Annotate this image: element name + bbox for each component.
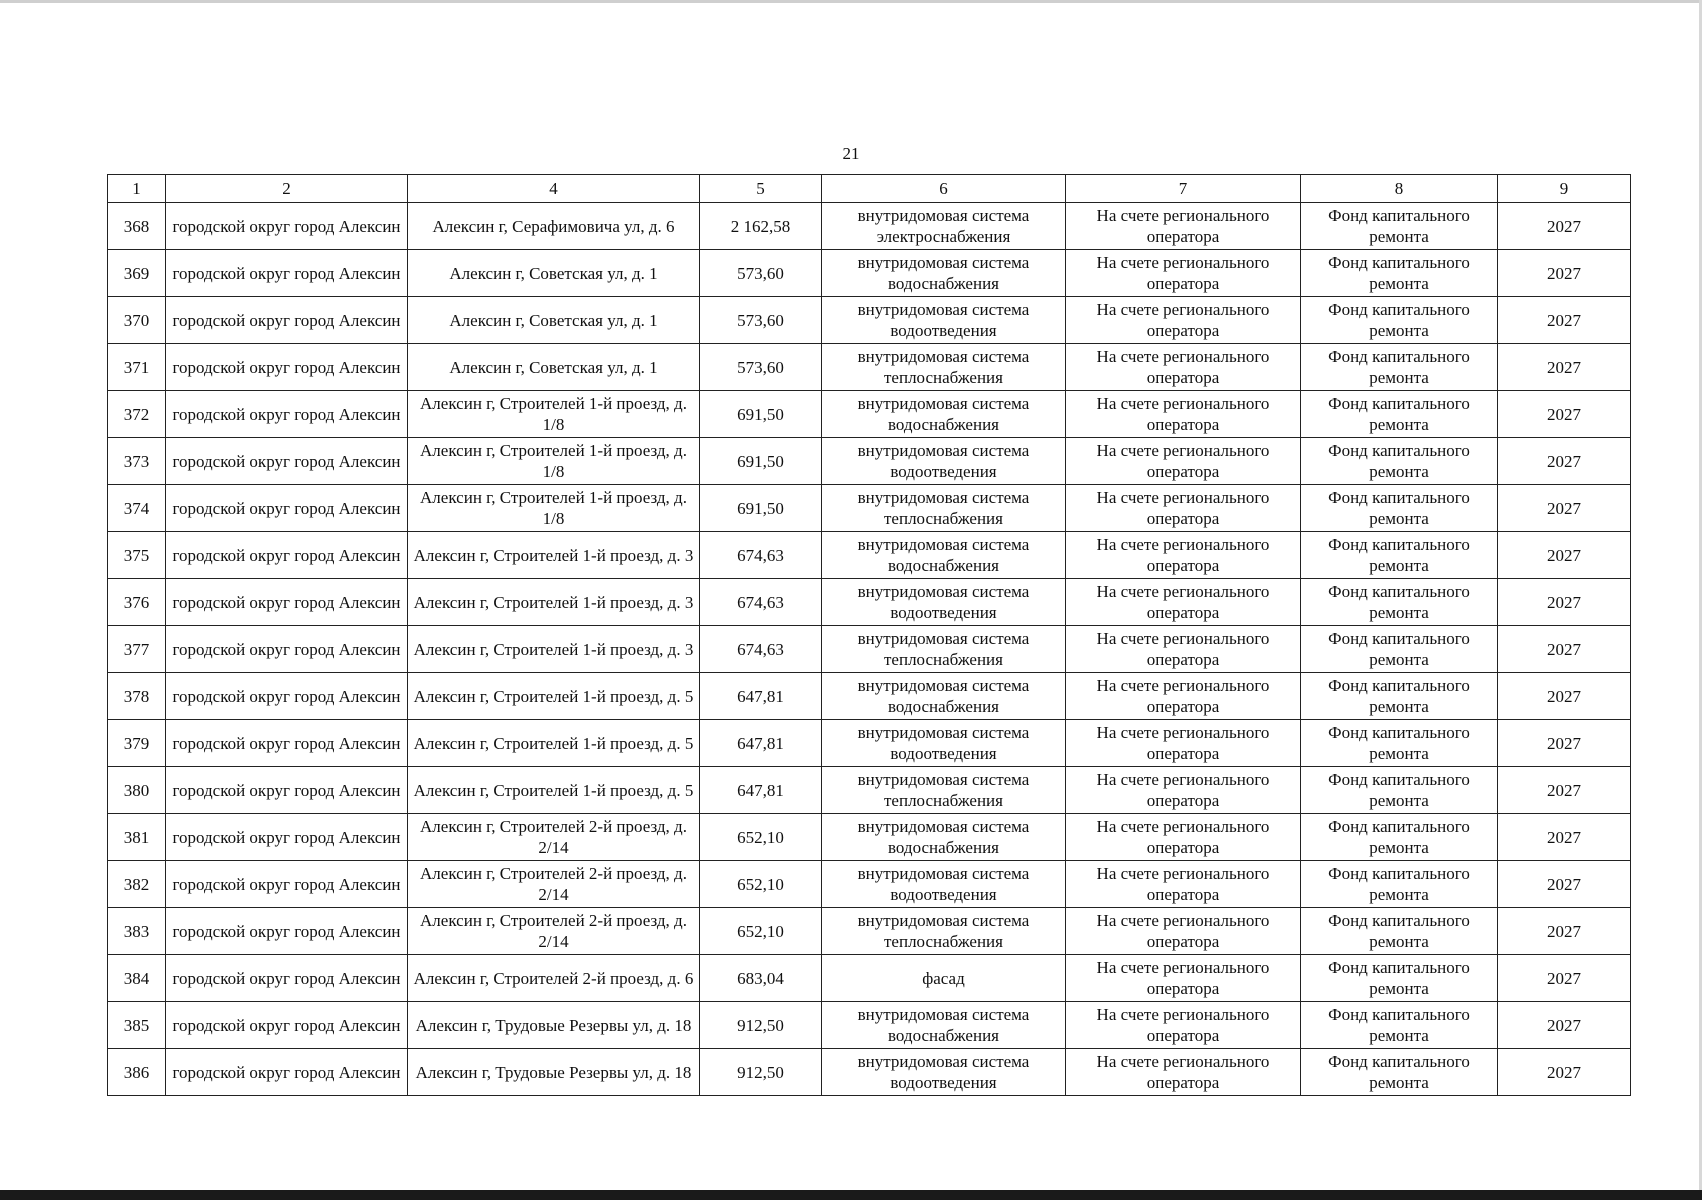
area-cell: 647,81 [700, 720, 822, 767]
municipality-cell: городской округ город Алексин [166, 297, 408, 344]
source-cell: Фонд капитального ремонта [1301, 344, 1498, 391]
address-cell: Алексин г, Советская ул, д. 1 [408, 250, 700, 297]
element-cell: внутридомовая система водоснабжения [822, 814, 1066, 861]
year-cell: 2027 [1498, 626, 1631, 673]
account-cell: На счете регионального оператора [1066, 203, 1301, 250]
account-cell: На счете регионального оператора [1066, 1049, 1301, 1096]
address-cell: Алексин г, Трудовые Резервы ул, д. 18 [408, 1049, 700, 1096]
account-cell: На счете регионального оператора [1066, 814, 1301, 861]
table-row [108, 955, 1631, 1002]
column-header-8: 8 [1301, 175, 1498, 203]
municipality-cell: городской округ город Алексин [166, 438, 408, 485]
year-cell: 2027 [1498, 485, 1631, 532]
registry-table [107, 174, 1631, 1096]
year-cell: 2027 [1498, 250, 1631, 297]
row-number-cell: 385 [108, 1002, 166, 1049]
element-cell: внутридомовая система теплоснабжения [822, 485, 1066, 532]
address-cell: Алексин г, Строителей 1-й проезд, д. 1/8 [408, 485, 700, 532]
account-cell: На счете регионального оператора [1066, 579, 1301, 626]
table-row [108, 814, 1631, 861]
account-cell: На счете регионального оператора [1066, 344, 1301, 391]
area-cell: 652,10 [700, 861, 822, 908]
source-cell: Фонд капитального ремонта [1301, 673, 1498, 720]
municipality-cell: городской округ город Алексин [166, 1049, 408, 1096]
element-cell: внутридомовая система теплоснабжения [822, 344, 1066, 391]
element-cell: внутридомовая система водоснабжения [822, 391, 1066, 438]
element-cell: внутридомовая система водоотведения [822, 1049, 1066, 1096]
area-cell: 647,81 [700, 673, 822, 720]
element-cell: внутридомовая система водоснабжения [822, 673, 1066, 720]
year-cell: 2027 [1498, 438, 1631, 485]
address-cell: Алексин г, Советская ул, д. 1 [408, 297, 700, 344]
table-row [108, 203, 1631, 250]
row-number-cell: 368 [108, 203, 166, 250]
row-number-cell: 383 [108, 908, 166, 955]
row-number-cell: 378 [108, 673, 166, 720]
source-cell: Фонд капитального ремонта [1301, 250, 1498, 297]
address-cell: Алексин г, Строителей 1-й проезд, д. 5 [408, 720, 700, 767]
row-number-cell: 370 [108, 297, 166, 344]
row-number-cell: 376 [108, 579, 166, 626]
address-cell: Алексин г, Строителей 2-й проезд, д. 2/14 [408, 861, 700, 908]
municipality-cell: городской округ город Алексин [166, 1002, 408, 1049]
row-number-cell: 377 [108, 626, 166, 673]
source-cell: Фонд капитального ремонта [1301, 579, 1498, 626]
year-cell: 2027 [1498, 297, 1631, 344]
municipality-cell: городской округ город Алексин [166, 673, 408, 720]
account-cell: На счете регионального оператора [1066, 297, 1301, 344]
account-cell: На счете регионального оператора [1066, 955, 1301, 1002]
element-cell: внутридомовая система водоотведения [822, 297, 1066, 344]
municipality-cell: городской округ город Алексин [166, 720, 408, 767]
row-number-cell: 375 [108, 532, 166, 579]
year-cell: 2027 [1498, 579, 1631, 626]
element-cell: внутридомовая система теплоснабжения [822, 767, 1066, 814]
year-cell: 2027 [1498, 861, 1631, 908]
column-header-5: 5 [700, 175, 822, 203]
municipality-cell: городской округ город Алексин [166, 391, 408, 438]
element-cell: фасад [822, 955, 1066, 1002]
source-cell: Фонд капитального ремонта [1301, 720, 1498, 767]
column-header-2: 2 [166, 175, 408, 203]
area-cell: 674,63 [700, 579, 822, 626]
account-cell: На счете регионального оператора [1066, 391, 1301, 438]
area-cell: 647,81 [700, 767, 822, 814]
page-number: 21 [842, 144, 860, 163]
account-cell: На счете регионального оператора [1066, 438, 1301, 485]
account-cell: На счете регионального оператора [1066, 485, 1301, 532]
year-cell: 2027 [1498, 391, 1631, 438]
column-header-6: 6 [822, 175, 1066, 203]
table-row [108, 767, 1631, 814]
area-cell: 2 162,58 [700, 203, 822, 250]
municipality-cell: городской округ город Алексин [166, 908, 408, 955]
scan-edge-top [0, 0, 1702, 3]
source-cell: Фонд капитального ремонта [1301, 1049, 1498, 1096]
address-cell: Алексин г, Строителей 1-й проезд, д. 3 [408, 532, 700, 579]
address-cell: Алексин г, Советская ул, д. 1 [408, 344, 700, 391]
source-cell: Фонд капитального ремонта [1301, 908, 1498, 955]
address-cell: Алексин г, Строителей 2-й проезд, д. 2/14 [408, 908, 700, 955]
element-cell: внутридомовая система водоснабжения [822, 250, 1066, 297]
address-cell: Алексин г, Трудовые Резервы ул, д. 18 [408, 1002, 700, 1049]
year-cell: 2027 [1498, 767, 1631, 814]
element-cell: внутридомовая система водоотведения [822, 861, 1066, 908]
source-cell: Фонд капитального ремонта [1301, 955, 1498, 1002]
year-cell: 2027 [1498, 673, 1631, 720]
element-cell: внутридомовая система водоотведения [822, 720, 1066, 767]
year-cell: 2027 [1498, 908, 1631, 955]
year-cell: 2027 [1498, 532, 1631, 579]
municipality-cell: городской округ город Алексин [166, 814, 408, 861]
address-cell: Алексин г, Строителей 1-й проезд, д. 3 [408, 626, 700, 673]
row-number-cell: 381 [108, 814, 166, 861]
element-cell: внутридомовая система водоснабжения [822, 1002, 1066, 1049]
area-cell: 652,10 [700, 814, 822, 861]
row-number-cell: 379 [108, 720, 166, 767]
source-cell: Фонд капитального ремонта [1301, 1002, 1498, 1049]
area-cell: 691,50 [700, 438, 822, 485]
table-row [108, 532, 1631, 579]
address-cell: Алексин г, Строителей 2-й проезд, д. 2/14 [408, 814, 700, 861]
area-cell: 912,50 [700, 1049, 822, 1096]
table-row [108, 1002, 1631, 1049]
row-number-cell: 386 [108, 1049, 166, 1096]
area-cell: 573,60 [700, 344, 822, 391]
municipality-cell: городской округ город Алексин [166, 579, 408, 626]
row-number-cell: 372 [108, 391, 166, 438]
account-cell: На счете регионального оператора [1066, 532, 1301, 579]
source-cell: Фонд капитального ремонта [1301, 767, 1498, 814]
account-cell: На счете регионального оператора [1066, 767, 1301, 814]
element-cell: внутридомовая система водоотведения [822, 579, 1066, 626]
area-cell: 683,04 [700, 955, 822, 1002]
scan-edge-bottom [0, 1190, 1702, 1200]
row-number-cell: 382 [108, 861, 166, 908]
row-number-cell: 384 [108, 955, 166, 1002]
area-cell: 652,10 [700, 908, 822, 955]
year-cell: 2027 [1498, 1002, 1631, 1049]
address-cell: Алексин г, Серафимовича ул, д. 6 [408, 203, 700, 250]
table-row [108, 720, 1631, 767]
municipality-cell: городской округ город Алексин [166, 955, 408, 1002]
area-cell: 691,50 [700, 485, 822, 532]
address-cell: Алексин г, Строителей 1-й проезд, д. 5 [408, 767, 700, 814]
table-row [108, 579, 1631, 626]
table-row [108, 861, 1631, 908]
row-number-cell: 369 [108, 250, 166, 297]
area-cell: 674,63 [700, 626, 822, 673]
table-row [108, 673, 1631, 720]
address-cell: Алексин г, Строителей 1-й проезд, д. 1/8 [408, 438, 700, 485]
table-row [108, 344, 1631, 391]
table-row [108, 297, 1631, 344]
source-cell: Фонд капитального ремонта [1301, 203, 1498, 250]
year-cell: 2027 [1498, 1049, 1631, 1096]
table-row [108, 391, 1631, 438]
year-cell: 2027 [1498, 203, 1631, 250]
account-cell: На счете регионального оператора [1066, 908, 1301, 955]
row-number-cell: 373 [108, 438, 166, 485]
source-cell: Фонд капитального ремонта [1301, 532, 1498, 579]
address-cell: Алексин г, Строителей 1-й проезд, д. 3 [408, 579, 700, 626]
source-cell: Фонд капитального ремонта [1301, 861, 1498, 908]
element-cell: внутридомовая система водоснабжения [822, 532, 1066, 579]
source-cell: Фонд капитального ремонта [1301, 391, 1498, 438]
account-cell: На счете регионального оператора [1066, 626, 1301, 673]
element-cell: внутридомовая система теплоснабжения [822, 626, 1066, 673]
element-cell: внутридомовая система электроснабжения [822, 203, 1066, 250]
municipality-cell: городской округ город Алексин [166, 250, 408, 297]
source-cell: Фонд капитального ремонта [1301, 438, 1498, 485]
element-cell: внутридомовая система теплоснабжения [822, 908, 1066, 955]
row-number-cell: 380 [108, 767, 166, 814]
column-header-4: 4 [408, 175, 700, 203]
address-cell: Алексин г, Строителей 1-й проезд, д. 5 [408, 673, 700, 720]
column-header-1: 1 [108, 175, 166, 203]
area-cell: 573,60 [700, 250, 822, 297]
year-cell: 2027 [1498, 720, 1631, 767]
table-row [108, 908, 1631, 955]
table-body [108, 203, 1631, 1096]
account-cell: На счете регионального оператора [1066, 720, 1301, 767]
area-cell: 691,50 [700, 391, 822, 438]
year-cell: 2027 [1498, 955, 1631, 1002]
table-row [108, 485, 1631, 532]
area-cell: 573,60 [700, 297, 822, 344]
area-cell: 912,50 [700, 1002, 822, 1049]
column-header-9: 9 [1498, 175, 1631, 203]
account-cell: На счете регионального оператора [1066, 673, 1301, 720]
header-row [108, 175, 1631, 203]
source-cell: Фонд капитального ремонта [1301, 485, 1498, 532]
municipality-cell: городской округ город Алексин [166, 344, 408, 391]
account-cell: На счете регионального оператора [1066, 250, 1301, 297]
address-cell: Алексин г, Строителей 1-й проезд, д. 1/8 [408, 391, 700, 438]
municipality-cell: городской округ город Алексин [166, 532, 408, 579]
municipality-cell: городской округ город Алексин [166, 626, 408, 673]
area-cell: 674,63 [700, 532, 822, 579]
account-cell: На счете регионального оператора [1066, 1002, 1301, 1049]
table-row [108, 626, 1631, 673]
table-row [108, 438, 1631, 485]
account-cell: На счете регионального оператора [1066, 861, 1301, 908]
municipality-cell: городской округ город Алексин [166, 203, 408, 250]
row-number-cell: 374 [108, 485, 166, 532]
source-cell: Фонд капитального ремонта [1301, 814, 1498, 861]
table-row [108, 250, 1631, 297]
source-cell: Фонд капитального ремонта [1301, 297, 1498, 344]
year-cell: 2027 [1498, 344, 1631, 391]
year-cell: 2027 [1498, 814, 1631, 861]
municipality-cell: городской округ город Алексин [166, 485, 408, 532]
row-number-cell: 371 [108, 344, 166, 391]
element-cell: внутридомовая система водоотведения [822, 438, 1066, 485]
source-cell: Фонд капитального ремонта [1301, 626, 1498, 673]
column-header-7: 7 [1066, 175, 1301, 203]
municipality-cell: городской округ город Алексин [166, 861, 408, 908]
municipality-cell: городской округ город Алексин [166, 767, 408, 814]
address-cell: Алексин г, Строителей 2-й проезд, д. 6 [408, 955, 700, 1002]
table-row [108, 1049, 1631, 1096]
